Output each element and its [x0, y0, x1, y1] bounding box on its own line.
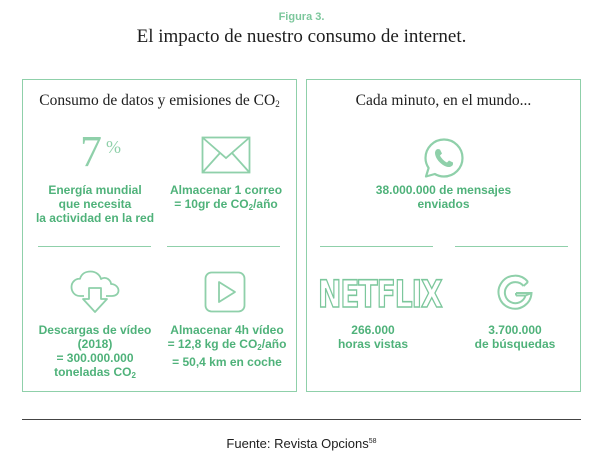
email-text: Almacenar 1 correo = 10gr de $CO_2$/año — [169, 183, 283, 212]
envelope-icon — [201, 136, 251, 174]
netflix-logo: NETFLIX — [318, 271, 442, 317]
footer-rule — [22, 419, 581, 420]
left-divider-1 — [38, 246, 151, 247]
left-panel-title: Consumo de datos y emisiones de $CO_2$ — [39, 92, 280, 109]
play-button-icon — [204, 271, 246, 313]
energy-percentage — [80, 127, 130, 176]
right-panel-title: Cada minuto, en el mundo... — [355, 92, 532, 109]
right-divider-2 — [455, 246, 568, 247]
figure-label: Figura 3. — [278, 11, 325, 23]
downloads-text: Descargas de vídeo (2018) = 300.000.000 toneladas $CO_2$ — [38, 323, 152, 380]
cloud-download-icon — [70, 270, 120, 314]
energy-text: Energía mundial que necesita la actividad en la red — [35, 183, 155, 225]
left-divider-2 — [167, 246, 280, 247]
video-text: Almacenar 4h vídeo = 12,8 kg de $CO_2$/año = 50,4 km en coche — [167, 323, 287, 369]
netflix-text: 266.000 horas vistas — [337, 323, 409, 351]
google-icon — [495, 273, 535, 313]
figure-title: El impacto de nuestro consumo de internet. — [136, 26, 467, 47]
percent-sign: % — [106, 137, 121, 157]
whatsapp-icon — [423, 137, 465, 179]
right-divider-1 — [320, 246, 433, 247]
energy-value: 7 — [80, 127, 102, 176]
google-text: 3.700.000 de búsquedas — [474, 323, 556, 351]
whatsapp-text: 38.000.000 de mensajes enviados — [375, 183, 512, 211]
source-citation: Fuente: Revista Opcions$^{58}$ — [226, 436, 377, 451]
